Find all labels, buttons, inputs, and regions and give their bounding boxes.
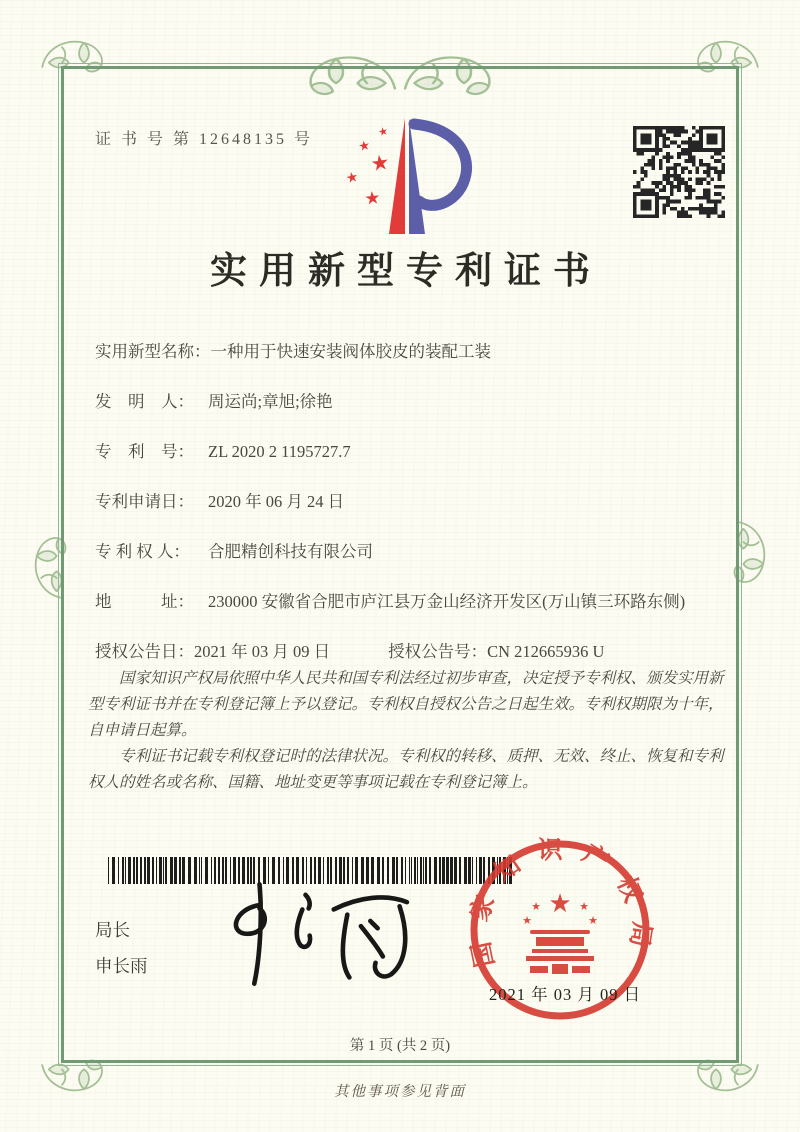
- field-label: 授权公告号：: [388, 642, 488, 661]
- field-row-filing-date: [95, 490, 720, 513]
- field-row-address: [95, 590, 720, 613]
- qr-code: [633, 126, 725, 218]
- svg-text:★: ★: [376, 124, 390, 140]
- officer-block: [95, 912, 148, 984]
- seal-text: 国家知识产权局: [464, 836, 656, 970]
- field-list: [95, 340, 720, 663]
- field-value: 2021 年 03 月 09 日: [194, 642, 331, 661]
- back-side-note: 其他事项参见背面: [334, 1084, 466, 1100]
- legal-paragraph-2: 专利证书记载专利权登记时的法律状况。专利权的转移、质押、无效、终止、恢复和专利权人的姓名或名称、国籍、地址变更等事项记载在专利登记簿上。: [88, 748, 724, 791]
- page-number: 第 1 页 (共 2 页): [349, 1038, 451, 1054]
- cnipa-logo-icon: [330, 112, 482, 240]
- svg-text:★: ★: [363, 187, 382, 210]
- svg-text:★: ★: [531, 900, 541, 913]
- field-value: 一种用于快速安装阀体胶皮的装配工装: [210, 342, 491, 361]
- certificate-title: 实用新型专利证书: [210, 251, 602, 292]
- grant-number: [388, 640, 604, 663]
- field-label: 地 址：: [95, 592, 194, 611]
- svg-text:★: ★: [369, 149, 392, 177]
- legal-paragraphs: [88, 666, 730, 796]
- legal-paragraph-1: 国家知识产权局依照中华人民共和国专利法经过初步审查，决定授予专利权、颁发实用新型专利证书并在专利登记簿上予以登记。专利权自授权公告之日起生效。专利权期限为十年，自申请日起算。: [88, 670, 724, 739]
- svg-text:★: ★: [357, 138, 372, 155]
- svg-text:★: ★: [588, 914, 598, 927]
- field-row-patentee: [95, 540, 720, 563]
- field-value: 合肥精创科技有限公司: [208, 542, 373, 561]
- officer-title: 局长: [95, 920, 130, 940]
- officer-name: 申长雨: [95, 956, 148, 976]
- field-value: 周运尚;章旭;徐艳: [208, 392, 333, 411]
- field-label: 专 利 权 人：: [95, 542, 190, 561]
- certificate-number: 证 书 号 第 12648135 号: [95, 131, 314, 148]
- svg-text:★: ★: [344, 168, 360, 188]
- svg-text:★: ★: [548, 889, 572, 919]
- svg-text:★: ★: [522, 914, 532, 927]
- national-emblem-icon: [522, 889, 598, 974]
- field-row-inventors: [95, 390, 720, 413]
- field-value: ZL 2020 2 1195727.7: [208, 442, 351, 461]
- field-row-patent-no: [95, 440, 720, 463]
- seal-date: 2021 年 03 月 09 日: [489, 985, 642, 1004]
- field-row-grant: [95, 640, 720, 663]
- grant-date: [95, 640, 330, 663]
- field-value: 230000 安徽省合肥市庐江县万金山经济开发区(万山镇三环路东侧): [208, 592, 686, 611]
- field-row-name: [95, 340, 720, 363]
- field-label: 实用新型名称：: [95, 342, 211, 361]
- field-label: 授权公告日：: [95, 642, 194, 661]
- field-label: 发 明 人：: [95, 392, 194, 411]
- svg-text:★: ★: [579, 900, 589, 913]
- field-label: 专利申请日：: [95, 492, 194, 511]
- field-label: 专 利 号：: [95, 442, 194, 461]
- field-value: 2020 年 06 月 24 日: [208, 492, 345, 511]
- commissioner-signature: [212, 876, 422, 991]
- field-value: CN 212665936 U: [487, 642, 605, 661]
